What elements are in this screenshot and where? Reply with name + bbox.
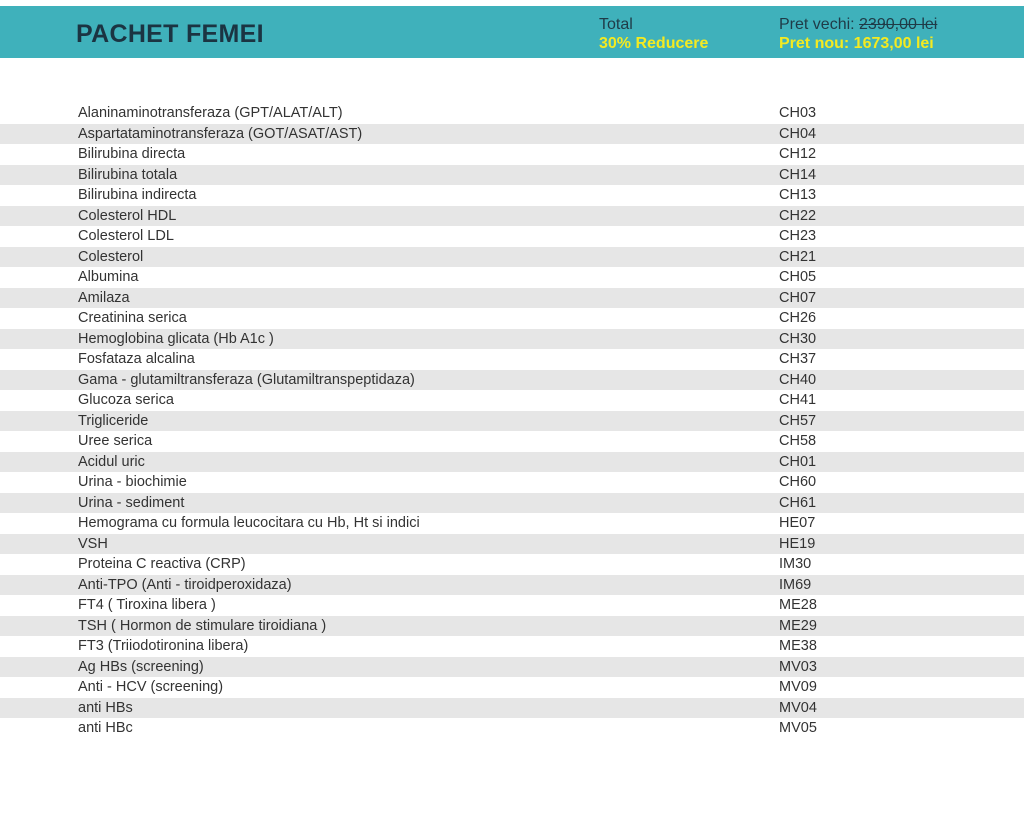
test-name: Proteina C reactiva (CRP): [78, 556, 246, 572]
table-row: [0, 308, 1024, 329]
test-code: CH60: [779, 474, 817, 490]
test-name: Glucoza serica: [78, 392, 174, 408]
test-name: Alaninaminotransferaza (GPT/ALAT/ALT): [78, 105, 343, 121]
table-row: [0, 165, 1024, 186]
test-name: Hemograma cu formula leucocitara cu Hb, Ht si indici: [78, 515, 420, 531]
test-name: Bilirubina indirecta: [78, 187, 197, 203]
test-name: Fosfataza alcalina: [78, 351, 195, 367]
old-price: [779, 15, 937, 34]
table-row: [0, 329, 1024, 350]
table-row: [0, 554, 1024, 575]
test-name: Colesterol: [78, 248, 144, 265]
test-name: Ag HBs (screening): [78, 658, 204, 675]
table-row: [0, 698, 1024, 719]
tests-table: [0, 103, 1024, 739]
package-title: PACHET FEMEI: [76, 20, 264, 48]
package-header: [0, 6, 1024, 58]
test-code: CH23: [779, 228, 817, 244]
test-code: MV05: [779, 720, 817, 736]
table-row: [0, 616, 1024, 637]
test-code: ME38: [779, 638, 817, 654]
test-code: CH05: [779, 269, 817, 285]
table-row: [0, 267, 1024, 288]
test-code: CH04: [779, 125, 817, 142]
test-name: FT4 ( Tiroxina libera ): [78, 597, 216, 613]
test-name: FT3 (Triiodotironina libera): [78, 638, 249, 654]
test-code: CH12: [779, 146, 817, 162]
test-code: CH01: [779, 453, 817, 470]
test-name: Bilirubina directa: [78, 146, 186, 162]
table-row: [0, 185, 1024, 206]
test-code: HE07: [779, 515, 816, 531]
table-row: [0, 493, 1024, 514]
test-code: CH03: [779, 105, 817, 121]
test-code: CH07: [779, 289, 817, 306]
price-block: [779, 15, 937, 53]
test-name: Anti-TPO (Anti - tiroidperoxidaza): [78, 576, 292, 593]
table-row: [0, 534, 1024, 555]
test-name: Bilirubina totala: [78, 166, 178, 183]
test-name: Urina - sediment: [78, 494, 185, 511]
test-code: CH14: [779, 166, 817, 183]
test-code: CH13: [779, 187, 817, 203]
test-code: CH40: [779, 371, 817, 388]
new-price: Pret nou: 1673,00 lei: [779, 35, 934, 52]
test-name: Aspartataminotransferaza (GOT/ASAT/AST): [78, 125, 363, 142]
table-row: [0, 595, 1024, 616]
table-row: [0, 144, 1024, 165]
test-code: ME28: [779, 597, 817, 613]
test-name: Urina - biochimie: [78, 474, 187, 490]
table-row: [0, 370, 1024, 391]
test-name: Amilaza: [78, 289, 130, 306]
test-name: Hemoglobina glicata (Hb A1c ): [78, 330, 274, 347]
table-row: [0, 247, 1024, 268]
table-row: [0, 513, 1024, 534]
test-name: Albumina: [78, 269, 139, 285]
old-price-value: 2390,00 lei: [859, 16, 938, 33]
test-name: Anti - HCV (screening): [78, 679, 224, 695]
test-name: Colesterol HDL: [78, 207, 177, 224]
test-code: CH21: [779, 248, 817, 265]
table-row: [0, 677, 1024, 698]
test-code: CH58: [779, 433, 817, 449]
test-code: CH57: [779, 412, 817, 429]
test-name: Gama - glutamiltransferaza (Glutamiltranspeptidaza): [78, 371, 415, 388]
total-label: Total: [599, 16, 633, 33]
old-price-label: Pret vechi:: [779, 16, 860, 33]
table-row: [0, 288, 1024, 309]
test-code: CH22: [779, 207, 817, 224]
test-name: Uree serica: [78, 433, 153, 449]
table-row: [0, 636, 1024, 657]
test-code: IM69: [779, 576, 812, 593]
test-code: MV04: [779, 699, 817, 716]
table-row: [0, 103, 1024, 124]
test-code: CH26: [779, 310, 817, 326]
table-row: [0, 349, 1024, 370]
test-name: anti HBc: [78, 720, 133, 736]
table-row: [0, 206, 1024, 227]
table-row: [0, 575, 1024, 596]
table-row: [0, 431, 1024, 452]
test-code: ME29: [779, 617, 817, 634]
test-code: CH61: [779, 494, 817, 511]
table-row: [0, 452, 1024, 473]
test-code: CH41: [779, 392, 817, 408]
test-name: Creatinina serica: [78, 310, 187, 326]
test-code: CH30: [779, 330, 817, 347]
test-code: IM30: [779, 556, 812, 572]
test-code: MV03: [779, 658, 817, 675]
table-row: [0, 411, 1024, 432]
table-row: [0, 390, 1024, 411]
table-row: [0, 226, 1024, 247]
test-name: Acidul uric: [78, 453, 145, 470]
test-code: HE19: [779, 535, 816, 552]
test-name: anti HBs: [78, 699, 133, 716]
test-name: VSH: [78, 535, 108, 552]
test-name: TSH ( Hormon de stimulare tiroidiana ): [78, 617, 327, 634]
test-name: Trigliceride: [78, 412, 149, 429]
test-name: Colesterol LDL: [78, 228, 174, 244]
table-row: [0, 124, 1024, 145]
table-row: [0, 472, 1024, 493]
discount-label: 30% Reducere: [599, 35, 709, 52]
total-block: [599, 15, 708, 53]
test-code: CH37: [779, 351, 817, 367]
table-row: [0, 718, 1024, 739]
test-code: MV09: [779, 679, 817, 695]
table-row: [0, 657, 1024, 678]
